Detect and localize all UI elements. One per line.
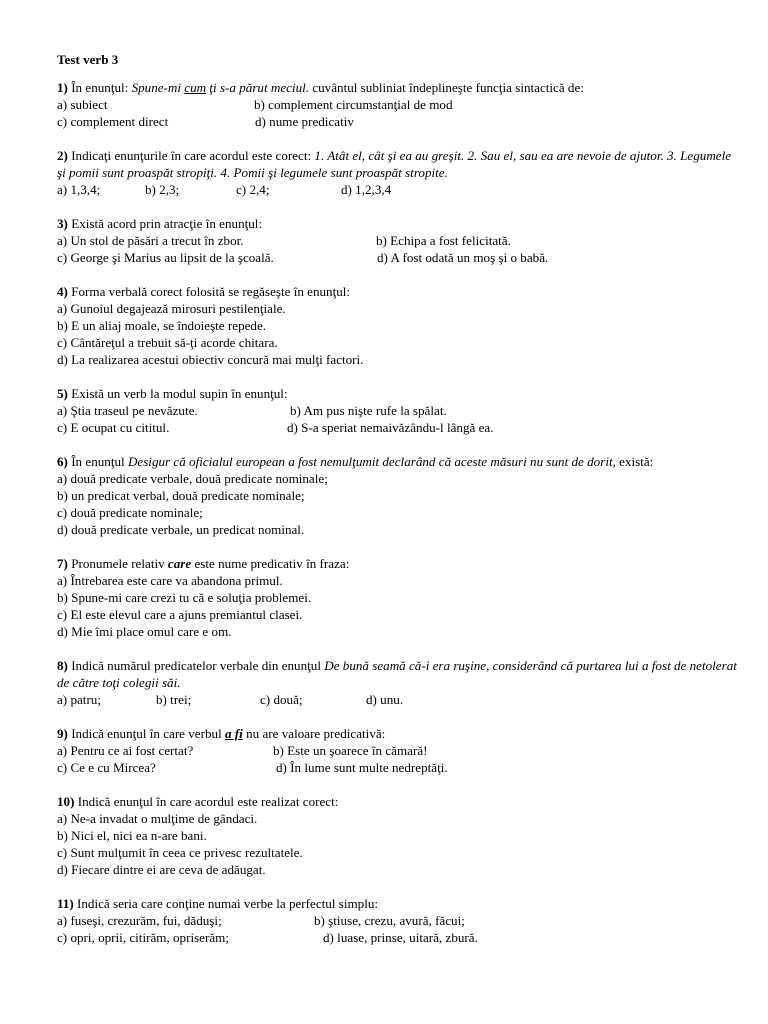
option-a[interactable]: a) două predicate verbale, două predicate nominale;: [57, 471, 328, 486]
stem-text: Indică enunţul în care acordul este realizat corect:: [74, 794, 339, 809]
question-6-stem: [57, 453, 737, 470]
option-a[interactable]: a) Întrebarea este care va abandona primul.: [57, 573, 283, 588]
option-a[interactable]: a) Pentru ce ai fost certat?: [57, 743, 194, 758]
option-a[interactable]: a) fuseşi, crezurăm, fui, dăduşi;: [57, 913, 222, 928]
option-d[interactable]: d) Fiecare dintre ei are ceva de adăugat.: [57, 862, 266, 877]
option-d[interactable]: d) nume predicativ: [255, 114, 354, 129]
option-b[interactable]: b) Spune-mi care crezi tu că e soluţia problemei.: [57, 590, 312, 605]
options-row: [57, 742, 737, 759]
question-9: [57, 725, 737, 776]
stem-underlined-word: cum: [184, 80, 207, 95]
option-a[interactable]: a) Un stol de păsări a trecut în zbor.: [57, 233, 244, 248]
option-b[interactable]: b) un predicat verbal, două predicate nominale;: [57, 488, 305, 503]
stem-italic: Desigur că oficialul european a fost nemulţumit declarând că aceste măsuri nu sunt de dorit: [127, 454, 613, 469]
question-6: [57, 453, 737, 538]
option-d[interactable]: d) luase, prinse, uitară, zbură.: [323, 930, 478, 945]
question-number: 5): [57, 386, 68, 401]
option-b[interactable]: b) 2,3;: [145, 182, 180, 197]
question-10: [57, 793, 737, 878]
option-c[interactable]: c) două predicate nominale;: [57, 505, 203, 520]
question-2: [57, 147, 737, 198]
question-3-stem: [57, 215, 737, 232]
option-a[interactable]: a) Gunoiul degajează mirosuri pestilenţiale.: [57, 301, 286, 316]
option-d[interactable]: d) Mie îmi place omul care e om.: [57, 624, 232, 639]
stem-text: Pronumele relativ: [67, 556, 168, 571]
options-row: [57, 912, 737, 929]
question-number: 7): [57, 556, 68, 571]
stem-bold-italic: care: [167, 556, 192, 571]
stem-text: În enunţul:: [67, 80, 132, 95]
question-7-stem: [57, 555, 737, 572]
stem-text: În enunţul: [67, 454, 128, 469]
question-number: 3): [57, 216, 68, 231]
option-d[interactable]: d) La realizarea acestui obiectiv concură mai mulţi factori.: [57, 352, 364, 367]
question-number: 8): [57, 658, 68, 673]
options-row: [57, 249, 737, 266]
test-page: [57, 51, 737, 963]
option-a[interactable]: a) Ştia traseul pe nevăzute.: [57, 403, 198, 418]
option-c[interactable]: c) opri, oprii, citirăm, opriserăm;: [57, 930, 229, 945]
option-b[interactable]: b) E un aliaj moale, se îndoieşte repede.: [57, 318, 267, 333]
option-b[interactable]: b) Am pus nişte rufe la spălat.: [290, 403, 447, 418]
question-number: 10): [57, 794, 75, 809]
option-c[interactable]: c) El este elevul care a ajuns premiantul clasei.: [57, 607, 303, 622]
options-row: [57, 181, 737, 198]
question-9-stem: [57, 725, 737, 742]
options-row: [57, 759, 737, 776]
question-1: [57, 79, 737, 130]
option-c[interactable]: c) Ce e cu Mircea?: [57, 760, 156, 775]
stem-bold-italic: a fi: [224, 726, 243, 741]
options-row: [57, 232, 737, 249]
options-row: [57, 113, 737, 130]
question-4: [57, 283, 737, 368]
option-c[interactable]: c) George şi Marius au lipsit de la şcoală.: [57, 250, 274, 265]
question-11: [57, 895, 737, 946]
options-row: [57, 929, 737, 946]
question-number: 6): [57, 454, 68, 469]
question-11-stem: [57, 895, 737, 912]
stem-italic: De bună seamă că-i era ruşine, considerând că purtarea lui a fost de netolerat de către toţi colegii săi.: [57, 658, 737, 690]
question-number: 2): [57, 148, 68, 163]
question-8: [57, 657, 737, 708]
option-d[interactable]: d) 1,2,3,4: [341, 182, 392, 197]
stem-italic: ţi s-a părut meciul.: [206, 80, 310, 95]
options-row: [57, 419, 737, 436]
option-d[interactable]: d) S-a speriat nemaivăzându-l lângă ea.: [287, 420, 494, 435]
option-c[interactable]: c) complement direct: [57, 114, 169, 129]
option-a[interactable]: a) subiect: [57, 97, 108, 112]
stem-text: este nume predicativ în fraza:: [191, 556, 350, 571]
stem-text: Indicaţi enunţurile în care acordul este corect:: [67, 148, 315, 163]
option-a[interactable]: a) 1,3,4;: [57, 182, 101, 197]
option-b[interactable]: b) Este un şoarece în cămară!: [273, 743, 428, 758]
option-b[interactable]: b) Nici el, nici ea n-are bani.: [57, 828, 207, 843]
option-a[interactable]: a) patru;: [57, 692, 101, 707]
question-8-stem: [57, 657, 737, 691]
option-c[interactable]: c) Cântăreţul a trebuit să-ţi acorde chitara.: [57, 335, 278, 350]
question-5: [57, 385, 737, 436]
option-d[interactable]: d) A fost odată un moş şi o babă.: [377, 250, 549, 265]
stem-text: Forma verbală corect folosită se regăseşte în enunţul:: [67, 284, 351, 299]
stem-text: , există:: [612, 454, 654, 469]
option-d[interactable]: d) două predicate verbale, un predicat nominal.: [57, 522, 305, 537]
stem-text: cuvântul subliniat îndeplineşte funcţia sintactică de:: [309, 80, 584, 95]
stem-text: Indică enunţul în care verbul: [67, 726, 225, 741]
option-d[interactable]: d) unu.: [366, 692, 404, 707]
option-d[interactable]: d) În lume sunt multe nedreptăţi.: [276, 760, 448, 775]
stem-italic: 1. Atât el, cât şi ea au greşit. 2. Sau el, sau ea are nevoie de ajutor. 3. Legumele şi pomii sunt proaspăt stropiţi. 4. Pomii şi legumele sunt proaspăt stropite.: [57, 148, 732, 180]
stem-text: Există acord prin atracţie în enunţul:: [67, 216, 263, 231]
option-c[interactable]: c) două;: [260, 692, 303, 707]
question-number: 4): [57, 284, 68, 299]
option-c[interactable]: c) Sunt mulţumit în ceea ce privesc rezultatele.: [57, 845, 303, 860]
question-number: 1): [57, 80, 68, 95]
option-b[interactable]: b) ştiuse, crezu, avură, făcui;: [314, 913, 465, 928]
option-c[interactable]: c) 2,4;: [236, 182, 270, 197]
option-b[interactable]: b) Echipa a fost felicitată.: [376, 233, 511, 248]
stem-text: nu are valoare predicativă:: [242, 726, 386, 741]
option-b[interactable]: b) complement circumstanţial de mod: [254, 97, 453, 112]
test-title: Test verb 3: [57, 52, 119, 67]
question-4-stem: [57, 283, 737, 300]
question-3: [57, 215, 737, 266]
question-10-stem: [57, 793, 737, 810]
question-2-stem: [57, 147, 737, 181]
options-row: [57, 402, 737, 419]
stem-text: Indică seria care conţine numai verbe la perfectul simplu:: [73, 896, 379, 911]
question-number: 11): [57, 896, 74, 911]
option-b[interactable]: b) trei;: [156, 692, 192, 707]
question-5-stem: [57, 385, 737, 402]
options-row: [57, 691, 737, 708]
stem-italic: Spune-mi: [131, 80, 185, 95]
question-number: 9): [57, 726, 68, 741]
stem-text: Există un verb la modul supin în enunţul:: [67, 386, 288, 401]
option-a[interactable]: a) Ne-a invadat o mulţime de gândaci.: [57, 811, 258, 826]
option-c[interactable]: c) E ocupat cu cititul.: [57, 420, 170, 435]
options-row: [57, 96, 737, 113]
question-7: [57, 555, 737, 640]
stem-text: Indică numărul predicatelor verbale din enunţul: [67, 658, 325, 673]
question-1-stem: [57, 79, 737, 96]
